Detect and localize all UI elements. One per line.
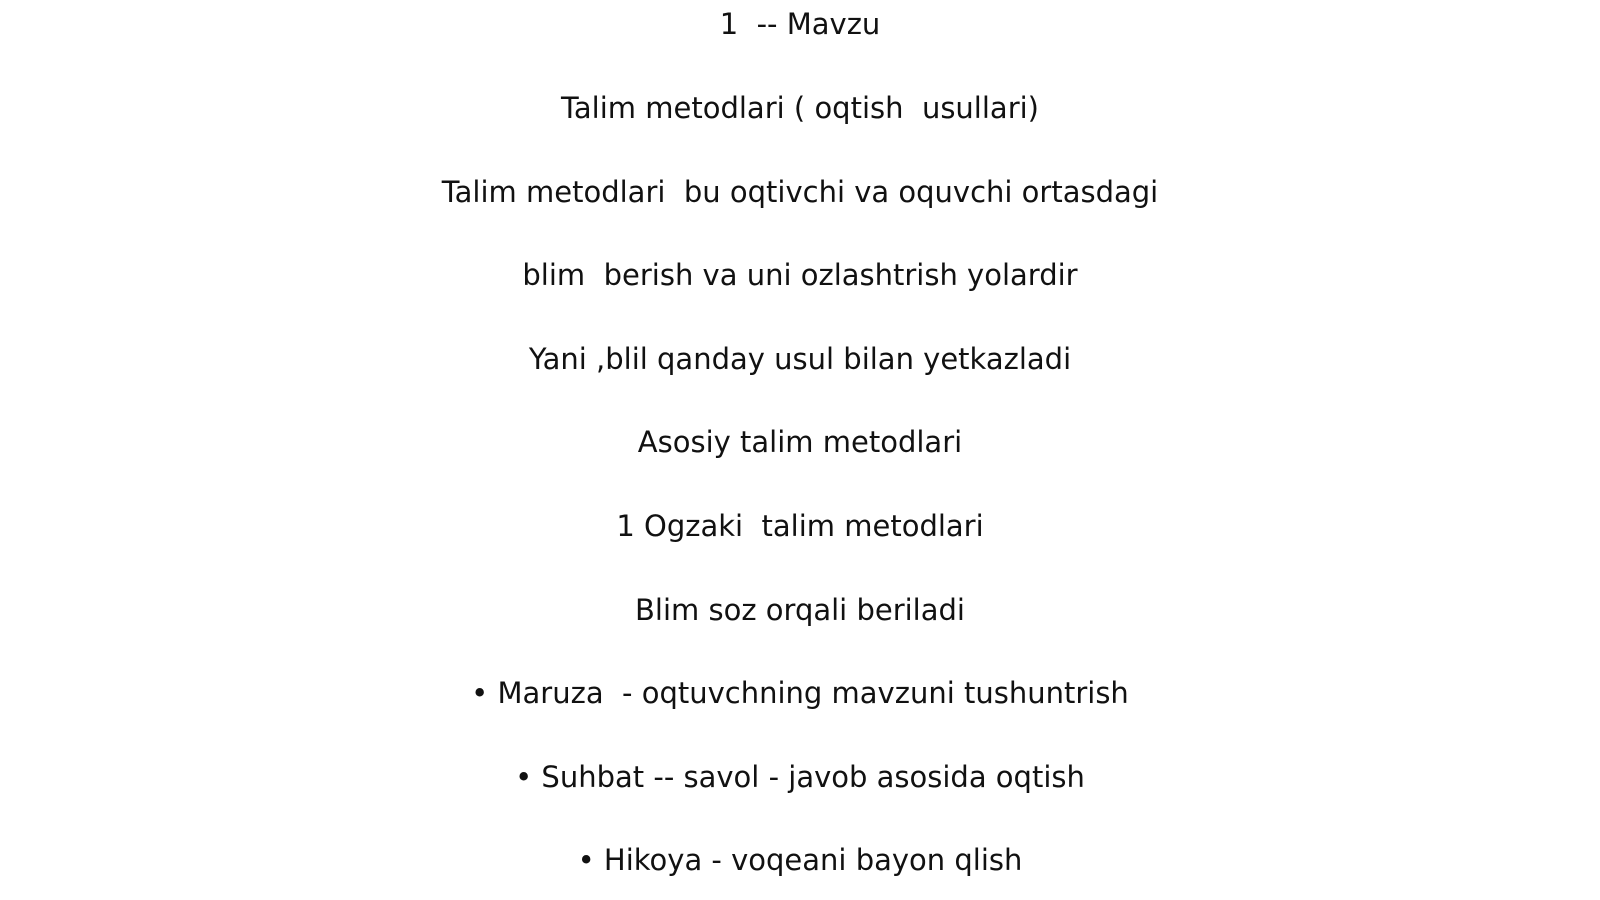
definition-line-1: Talim metodlari bu oqtivchi va oquvchi ortasdagi	[441, 175, 1159, 209]
subsection-note: Blim soz orqali beriladi	[635, 593, 965, 627]
definition-line-3: Yani ,blil qanday usul bilan yetkazladi	[528, 342, 1072, 376]
subtitle: Talim metodlari ( oqtish usullari)	[561, 91, 1039, 125]
section-heading: Asosiy talim metodlari	[637, 425, 963, 459]
definition-line-2: blim berish va uni ozlashtrish yolardir	[522, 258, 1078, 292]
subsection-heading: 1 Ogzaki talim metodlari	[616, 509, 984, 543]
list-item-suhbat: • Suhbat -- savol - javob asosida oqtish	[515, 760, 1085, 794]
list-item-maruza: • Maruza - oqtuvchning mavzuni tushuntrish	[471, 676, 1129, 710]
topic-heading: 1 -- Mavzu	[719, 7, 881, 41]
list-item-hikoya: • Hikoya - voqeani bayon qlish	[577, 843, 1023, 877]
